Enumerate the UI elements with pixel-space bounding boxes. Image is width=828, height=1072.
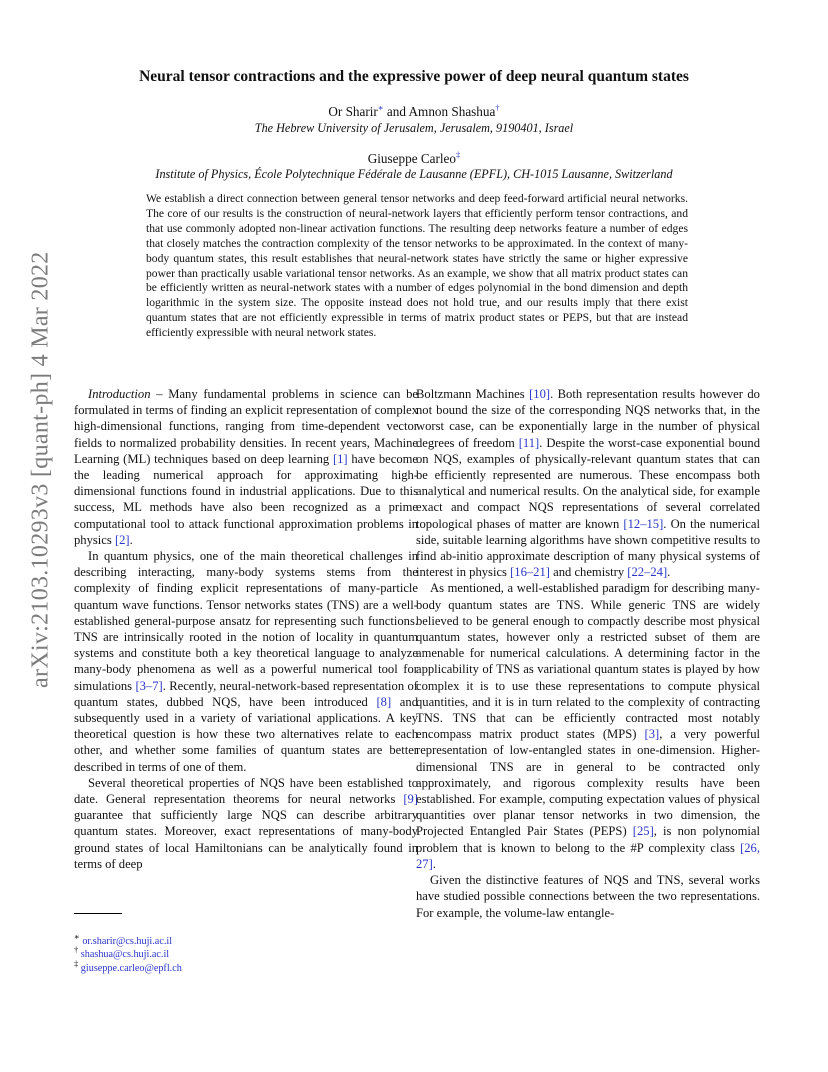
text: . [432,856,436,871]
arxiv-identifier: arXiv:2103.10293v3 [quant-ph] 4 Mar 2022 [27,251,54,689]
footnote [74,931,182,948]
paragraph [74,548,418,775]
text: and subsequently used in a variety of variational applications. A key theoretical question is how these two alternatives relate to each other, and whether some families of quantum states are better described in terms of one of them. [74,694,418,774]
citation-link[interactable]: [25] [632,824,654,839]
right-column [416,386,760,921]
text: . Despite the worst-case exponential bound on NQS, examples of physically-relevant quantum states that can be efficiently represented are numerous. These encompass both analytical and numerical results. On the analytical side, for example exact and compact NQS representations of several correlated topological phases of matter are known [416,435,760,531]
author-line-2 [0,151,828,167]
paragraph [416,872,760,921]
conjunction: and [386,104,406,119]
citation-link[interactable]: [11] [518,435,540,450]
text: Several theoretical properties of NQS have been established to date. General representation theorems for neural networks [74,775,418,807]
footnote-mark[interactable]: † [495,102,500,113]
author-name: Amnon Shashua [408,104,496,119]
text: . On the numerical side, suitable learning algorithms have shown competitive results to find ab-initio approximate description of many physical systems of interest in physics [416,516,760,580]
citation-link[interactable]: [3–7] [135,678,163,693]
affiliation: Institute of Physics, École Polytechnique Fédérale de Lausanne (EPFL), CH-1015 Lausanne, Switzerland [155,167,673,181]
email-link[interactable]: or.sharir@cs.huji.ac.il [82,936,173,947]
footnote-mark: ‡ [74,958,79,969]
author-name: Or Sharir [328,104,378,119]
text: As mentioned, a well-established paradigm for describing many-body quantum states are TNS. While generic TNS are widely believed to be general enough to compactly describe most physical quantum states, however only a restricted subset of them are amenable for numerical calculations. A determining factor in the applicability of TNS as variational quantum states is played by how complex it is to use these representations to compute physical quantities, and it is in turn related to the complexity of contracting TNS. TNS that can be efficiently contracted most notably encompass matrix product states (MPS) [416,581,760,742]
text: . [667,565,671,580]
section-lead: Introduction [88,387,151,401]
footnote-mark: ∗ [74,931,80,942]
citation-link[interactable]: [3] [644,727,660,742]
text: and chemistry [549,565,628,580]
author-name: Giuseppe Carleo [367,151,456,166]
abstract: We establish a direct connection between general tensor networks and deep feed-forward artificial neural networks. The core of our results is the construction of neural-network layers that efficiently perform tensor contractions, and that use commonly adopted non-linear activation functions. The resulting deep networks feature a number of edges that closely matches the contraction complexity of the tensor networks to be approximated. In the context of many-body quantum states, this result establishes that neural-network states have strictly the same or higher expressive power than practically usable variational tensor networks. As an example, we show that all matrix product states can be efficiently written as neural-network states with a number of edges polynomial in the bond dimension and depth logarithmic in the system size. The opposite instead does not hold true, and our results imply that there exist quantum states that are not efficiently expressible in terms of matrix product states or PEPS, but that are instead efficiently expressible with neural network states. [146,192,688,340]
text: Boltzmann Machines [416,387,530,401]
citation-link[interactable]: [8] [376,694,392,709]
text: guarantee that sufficiently large NQS can describe arbitrary quantum states. Moreover, exact representations of many-body ground states of local Hamiltonians can be analytically found in terms of deep [74,808,418,871]
text: – Many fundamental problems in science can be formulated in terms of finding an explicit representation of complex high-dimensional functions, ranging from time-dependent vector fields to normalized probability densities. In recent years, Machine Learning (ML) techniques based on deep learning [74,387,418,466]
citation-link[interactable]: [2] [114,532,130,547]
text: , a very powerful representation of low-entangled states in one-dimension. Higher-dimensional TNS are in general to be contracted only approximately, and rigorous complexity results have been established. For example, computing expectation values of physical quantities over planar tensor networks in two dimension, the Projected Entangled Pair States (PEPS) [416,727,761,839]
email-link[interactable]: shashua@cs.huji.ac.il [80,949,170,961]
left-column [74,386,418,872]
paragraph [74,775,418,872]
citation-link[interactable]: [9] [403,792,418,807]
citation-link[interactable]: [22–24] [627,565,668,580]
footnote-mark[interactable]: ∗ [377,102,384,113]
citation-link[interactable]: [16–21] [510,565,550,580]
affiliation: The Hebrew University of Jerusalem, Jerusalem, 9190401, Israel [254,121,574,135]
paragraph [416,580,760,872]
citation-link[interactable]: [1] [332,451,348,466]
footnote [74,944,182,961]
text: have become the leading numerical approach for approximating high-dimensional functions found in industrial applications. Due to this success, ML methods have also been recognized as a prime computational tool to attack functional approximation problems in physics [74,451,418,547]
text: , is non polynomial problem that is known to belong to the #P complexity class [416,824,760,855]
text: Given the distinctive features of NQS and TNS, several works have studied possible connections between the two representations. For example, the volume-law entangle- [416,873,760,920]
text: In quantum physics, one of the main theoretical challenges in describing interacting, many-body systems stems from the complexity of finding explicit representations of many-particle quantum wave functions. Tensor networks states (TNS) are a well-established general-purpose ansatz for representing such functions. TNS are intrinsically rooted in the notion of locality in quantum systems and constitute both a key theoretical language to analyze many-body phenomena as well as a powerful numerical tool for simulations [74,549,418,693]
paper-title: Neural tensor contractions and the expressive power of deep neural quantum states [139,68,689,85]
text: . Recently, neural-network-based representation of quantum states, dubbed NQS, have been introduced [74,678,418,709]
footnote-mark: † [74,944,79,955]
paragraph [416,386,760,580]
text: . Both representation results however do not bound the size of the corresponding NQS networks that, in the worst case, can be exponentially large in the number of physical degrees of freedom [416,387,760,450]
text: . [129,532,133,547]
citation-link[interactable]: [12–15] [623,516,664,531]
footnote-divider [74,913,122,914]
footnotes [74,931,182,975]
paragraph [74,386,418,548]
author-line-1 [0,104,828,120]
citation-link[interactable]: [10] [529,387,551,401]
footnote [74,958,182,975]
email-link[interactable]: giuseppe.carleo@epfl.ch [80,962,182,974]
citation-link[interactable]: [26, 27] [416,840,760,871]
footnote-mark[interactable]: ‡ [456,149,461,160]
